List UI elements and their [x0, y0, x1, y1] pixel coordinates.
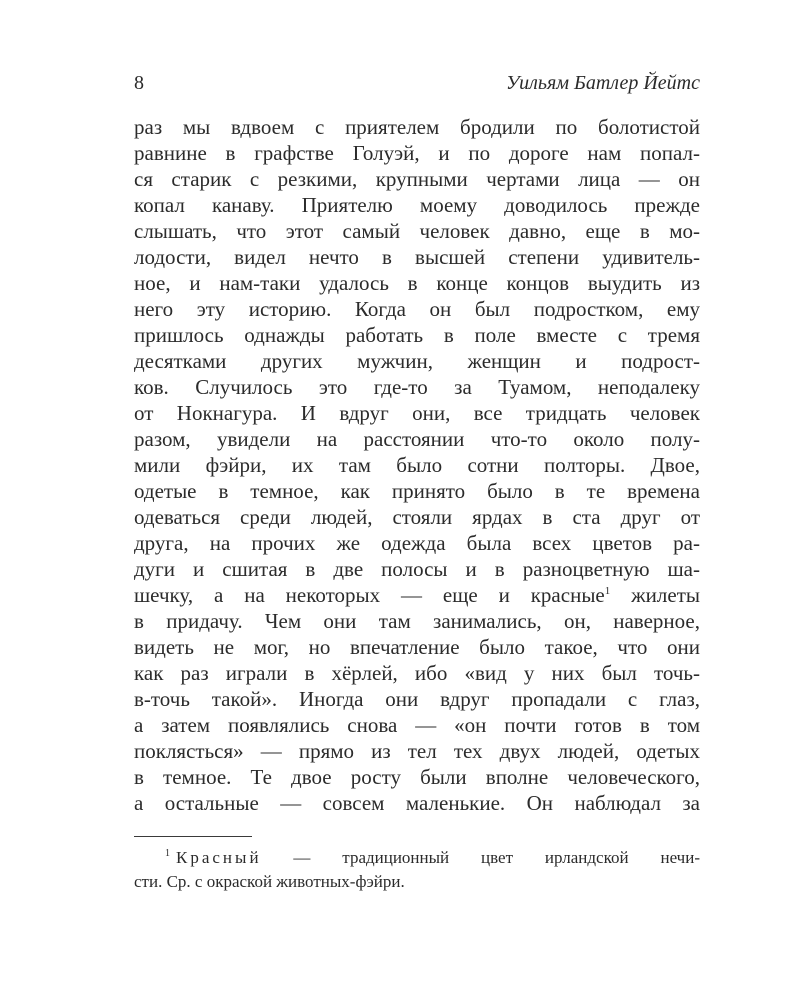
footnote-line [134, 846, 700, 870]
text-line: а затем появлялись снова — «он почти готов в том [134, 713, 700, 737]
text-line: мили фэйри, их там было сотни полторы. Двое, [134, 453, 700, 477]
text-line: лодости, видел нечто в высшей степени удивитель- [134, 245, 700, 269]
text-line: поклясться» — прямо из тел тех двух людей, одетых [134, 739, 700, 763]
text-line: равнине в графстве Голуэй, и по дороге нам попал- [134, 141, 700, 165]
footnote [134, 846, 700, 894]
text-line: одеваться среди людей, стояли ярдах в ста друг от [134, 505, 700, 529]
text-line: раз мы вдвоем с приятелем бродили по болотистой [134, 115, 700, 139]
text-line: него эту историю. Когда он был подростком, ему [134, 297, 700, 321]
text-line: копал канаву. Приятелю моему доводилось прежде [134, 193, 700, 217]
text-line: пришлось однажды работать в поле вместе с тремя [134, 323, 700, 347]
text-line: в-точь такой». Иногда они вдруг пропадали с глаз, [134, 687, 700, 711]
page-header [134, 72, 700, 100]
text-line: как раз играли в хёрлей, ибо «вид у них был точь- [134, 661, 700, 685]
text-line: видеть не мог, но впечатление было такое, что они [134, 635, 700, 659]
text-line: от Нокнагура. И вдруг они, все тридцать человек [134, 401, 700, 425]
text-line: друга, на прочих же одежда была всех цветов ра- [134, 531, 700, 555]
text-line: а остальные — совсем маленькие. Он наблюдал за [134, 791, 700, 815]
text-line: разом, увидели на расстоянии что-то около полу- [134, 427, 700, 451]
main-text [134, 114, 700, 816]
text-line: десятками других мужчин, женщин и подрост- [134, 349, 700, 373]
text-segment: шечку, а на некоторых — еще и красные [134, 583, 605, 607]
text-segment: жилеты [610, 583, 700, 607]
text-line: ков. Случилось это где-то за Туамом, неподалеку [134, 375, 700, 399]
footnote-divider [134, 836, 252, 837]
footnote-line: сти. Ср. с окраской животных-фэйри. [134, 872, 405, 891]
running-title: Уильям Батлер Йейтс [505, 72, 700, 94]
page-number: 8 [134, 72, 144, 94]
text-line: в придачу. Чем они там занимались, он, наверное, [134, 609, 700, 633]
footnote-reference: 1 [604, 585, 611, 597]
text-line: ное, и нам-таки удалось в конце концов выудить из [134, 271, 700, 295]
footnote-mark: 1 [165, 848, 170, 859]
footnote-term: Красный [176, 848, 262, 867]
text-line: одетые в темное, как принято было в те времена [134, 479, 700, 503]
footnote-text: — традиционный цвет ирландской нечи- [261, 848, 700, 867]
text-line: в темное. Те двое росту были вполне человеческого, [134, 765, 700, 789]
text-line: слышать, что этот самый человек давно, еще в мо- [134, 219, 700, 243]
text-line-with-footnote-ref [134, 582, 700, 608]
text-line: дуги и сшитая в две полосы и в разноцветную ша- [134, 557, 700, 581]
text-line: ся старик с резкими, крупными чертами лица — он [134, 167, 700, 191]
